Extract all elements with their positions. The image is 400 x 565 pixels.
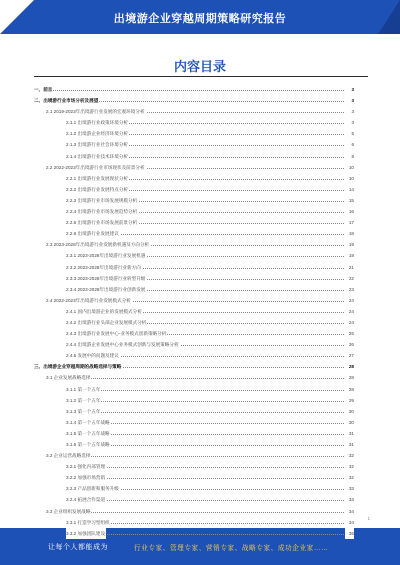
- toc-entry-label: 二、出境游行业市场分析及展望: [34, 95, 99, 106]
- toc-entry-page: 23: [345, 284, 354, 295]
- toc-entry-label: 2.2.4 出境游行业市场发展趋势分析: [66, 206, 138, 217]
- toc-entry-page: 17: [345, 217, 354, 228]
- toc-entry-page: 14: [345, 184, 354, 195]
- toc-entry-label: 3.2.3 产品创新和服务升级: [66, 483, 120, 494]
- toc-entry-label: 2.1 2019-2023年出境游行业发展的宏观环境分析: [46, 106, 146, 117]
- toc-entry-label: 2.2.1 出境游行业发展现状分析: [66, 173, 129, 184]
- toc-entry-page: 10: [345, 162, 354, 173]
- toc-entry-page: 30: [345, 417, 354, 428]
- toc-entry-label: 2.3 2023-2028年出境游行业发展新机遇及方向分析: [46, 239, 150, 250]
- toc-entry-page: 32: [345, 461, 354, 472]
- toc-entry-page: 32: [345, 472, 354, 483]
- toc-entry-page: 8: [345, 151, 354, 162]
- toc-entry[interactable]: [34, 494, 354, 505]
- toc-heading: 内容目录: [173, 59, 226, 74]
- toc-entry[interactable]: [34, 417, 354, 428]
- footer-slogan-left: 让每个人都能成为: [48, 544, 108, 551]
- toc-divider: [34, 76, 368, 77]
- toc-entry-label: 2.4.4 出境游企业发展中心业务模式创新与发展策略分析: [66, 339, 180, 350]
- table-of-contents: [34, 84, 354, 539]
- toc-leader-dots: [66, 401, 344, 402]
- toc-entry-label: 2.2.6 出境游行业发展建议: [66, 228, 120, 239]
- toc-entry[interactable]: [34, 84, 354, 95]
- toc-entry-page: 10: [345, 173, 354, 184]
- toc-entry-label: 3.2.4 拓展合作渠道: [66, 494, 106, 505]
- toc-entry-label: 3.1.4 第一个五年战略: [66, 417, 111, 428]
- toc-entry-page: 32: [345, 450, 354, 461]
- toc-entry[interactable]: [34, 372, 354, 383]
- toc-entry-page: 5: [345, 128, 354, 139]
- toc-entry[interactable]: [34, 262, 354, 273]
- toc-entry[interactable]: [34, 173, 354, 184]
- toc-entry[interactable]: [34, 517, 354, 528]
- toc-entry-page: 31: [345, 428, 354, 439]
- toc-entry[interactable]: [34, 195, 354, 206]
- toc-entry-label: 3.3 企业组织发展战略: [46, 506, 91, 517]
- toc-entry[interactable]: [34, 506, 354, 517]
- toc-entry-page: 21: [345, 262, 354, 273]
- toc-entry-page: 24: [345, 317, 354, 328]
- toc-entry-label: 2.1.1 出境游行业政策环境分析: [66, 117, 129, 128]
- toc-entry-label: 2.3.3 2023-2028年出境游行业转型升级: [66, 273, 146, 284]
- toc-entry-label: 2.4.1 国内出境游企业的发展模式分析: [66, 306, 143, 317]
- toc-entry-label: 3.1.5 第一个五年战略: [66, 428, 111, 439]
- toc-entry[interactable]: [34, 128, 354, 139]
- toc-entry-label: 2.2.2 出境游行业发展特点分析: [66, 184, 129, 195]
- toc-entry[interactable]: [34, 117, 354, 128]
- toc-entry-page: 25: [345, 328, 354, 339]
- toc-entry[interactable]: [34, 461, 354, 472]
- footer-slogan-right: 行业专家、管理专家、营销专家、战略专家、成功企业家……: [134, 545, 329, 552]
- toc-entry-label: 三、出境游企业穿越周期的战略选择与策略: [34, 361, 122, 372]
- toc-entry[interactable]: [34, 162, 354, 173]
- toc-entry-page: 30: [345, 406, 354, 417]
- toc-entry-page: 3: [345, 84, 354, 95]
- toc-entry-page: 33: [345, 483, 354, 494]
- toc-entry-label: 2.2.5 出境游行业市场发展前景分析: [66, 217, 138, 228]
- toc-entry-page: 3: [345, 106, 354, 117]
- toc-entry-label: 3.2.1 强化内部管理: [66, 461, 106, 472]
- toc-entry-label: 2.3.2 2023-2028年出境游行业新方向: [66, 262, 142, 273]
- toc-entry-label: 2.1.3 出境游行业社会环境分析: [66, 139, 129, 150]
- toc-entry[interactable]: [34, 428, 354, 439]
- page-number: 1: [367, 516, 370, 521]
- toc-entry-label: 3.2 企业运营战略选择: [46, 450, 91, 461]
- toc-entry-page: 34: [345, 517, 354, 528]
- toc-entry[interactable]: [34, 95, 354, 106]
- toc-entry[interactable]: [34, 250, 354, 261]
- toc-entry[interactable]: [34, 384, 354, 395]
- toc-entry-page: 33: [345, 494, 354, 505]
- toc-entry[interactable]: [34, 317, 354, 328]
- toc-entry-page: 31: [345, 439, 354, 450]
- toc-entry-page: 24: [345, 295, 354, 306]
- toc-leader-dots: [66, 478, 344, 479]
- toc-entry-page: 26: [345, 339, 354, 350]
- toc-entry-label: 2.2.3 出境游行业市场发展规模分析: [66, 195, 138, 206]
- toc-entry-label: 2.4.2 出境游行业头部企业发展模式分析: [66, 317, 147, 328]
- toc-leader-dots: [34, 90, 344, 91]
- toc-entry-label: 2.4.3 出境游行业发展中心-业务模式创新策略分析: [66, 328, 167, 339]
- toc-entry-page: 15: [345, 195, 354, 206]
- toc-leader-dots: [66, 467, 344, 468]
- toc-entry-label: 2.1.4 出境游行业技术环境分析: [66, 151, 129, 162]
- toc-entry-label: 3.1.1 第一个五年: [66, 384, 101, 395]
- toc-entry[interactable]: [34, 472, 354, 483]
- toc-entry[interactable]: [34, 206, 354, 217]
- toc-entry[interactable]: [34, 228, 354, 239]
- toc-entry-page: 29: [345, 395, 354, 406]
- toc-entry-label: 2.3.1 2023-2028年出境游行业发展机遇: [66, 250, 146, 261]
- toc-entry-page: 27: [345, 350, 354, 361]
- toc-entry-label: 3.1 企业发展战略选择: [46, 372, 91, 383]
- toc-entry[interactable]: [34, 295, 354, 306]
- toc-entry-page: 3: [345, 117, 354, 128]
- toc-entry[interactable]: [34, 483, 354, 494]
- toc-entry[interactable]: [34, 217, 354, 228]
- toc-entry[interactable]: [34, 284, 354, 295]
- report-title: 出境游企业穿越周期策略研究报告: [113, 13, 287, 25]
- toc-leader-dots: [66, 390, 344, 391]
- toc-entry[interactable]: [34, 306, 354, 317]
- toc-entry-page: 3: [345, 95, 354, 106]
- toc-entry-label: 2.4.5 发展中的问题及建议: [66, 350, 120, 361]
- toc-entry-label: 3.3.1 打造学习型组织: [66, 517, 111, 528]
- toc-entry[interactable]: [34, 350, 354, 361]
- toc-entry-page: 28: [345, 384, 354, 395]
- toc-entry-label: 一、前言: [34, 84, 53, 95]
- toc-entry-page: 6: [345, 139, 354, 150]
- toc-entry[interactable]: [34, 439, 354, 450]
- toc-entry-page: 28: [345, 372, 354, 383]
- toc-entry-label: 2.4 2022-2023年出境游行业发展模式分析: [46, 295, 132, 306]
- toc-entry-label: 3.2.2 加强市场营销: [66, 472, 106, 483]
- toc-entry-page: 28: [345, 361, 354, 372]
- toc-entry[interactable]: [34, 328, 354, 339]
- toc-entry-label: 3.3.2 加强团队建设: [66, 528, 106, 539]
- toc-entry-label: 2.2 2022-2023年出境游行业市场现状及前景分析: [46, 162, 146, 173]
- toc-entry[interactable]: [34, 239, 354, 250]
- toc-leader-dots: [66, 500, 344, 501]
- toc-entry-page: 35: [345, 528, 354, 539]
- toc-entry[interactable]: [34, 273, 354, 284]
- header-banner: [0, 0, 400, 34]
- toc-entry[interactable]: [34, 184, 354, 195]
- toc-entry[interactable]: [34, 395, 354, 406]
- toc-entry-page: 34: [345, 506, 354, 517]
- toc-entry-label: 2.1.2 出境游企业经济环境分析: [66, 128, 129, 139]
- toc-entry[interactable]: [34, 151, 354, 162]
- toc-entry[interactable]: [34, 361, 354, 372]
- toc-entry[interactable]: [34, 106, 354, 117]
- toc-entry[interactable]: [34, 450, 354, 461]
- toc-entry-label: 3.1.3 第一个五年: [66, 406, 101, 417]
- toc-entry-label: 2.3.4 2023-2028年出境游行业创新发展: [66, 284, 146, 295]
- toc-entry[interactable]: [34, 406, 354, 417]
- toc-leader-dots: [66, 534, 344, 535]
- toc-entry[interactable]: [34, 139, 354, 150]
- toc-entry-page: 24: [345, 306, 354, 317]
- toc-entry-page: 16: [345, 206, 354, 217]
- toc-entry-page: 22: [345, 273, 354, 284]
- toc-entry-page: 19: [345, 250, 354, 261]
- toc-entry-label: 3.1.2 第一个五年: [66, 395, 101, 406]
- toc-entry-page: 18: [345, 228, 354, 239]
- toc-entry-label: 3.1.6 第一个五年战略: [66, 439, 111, 450]
- toc-leader-dots: [66, 412, 344, 413]
- toc-entry[interactable]: [34, 339, 354, 350]
- toc-entry-page: 19: [345, 239, 354, 250]
